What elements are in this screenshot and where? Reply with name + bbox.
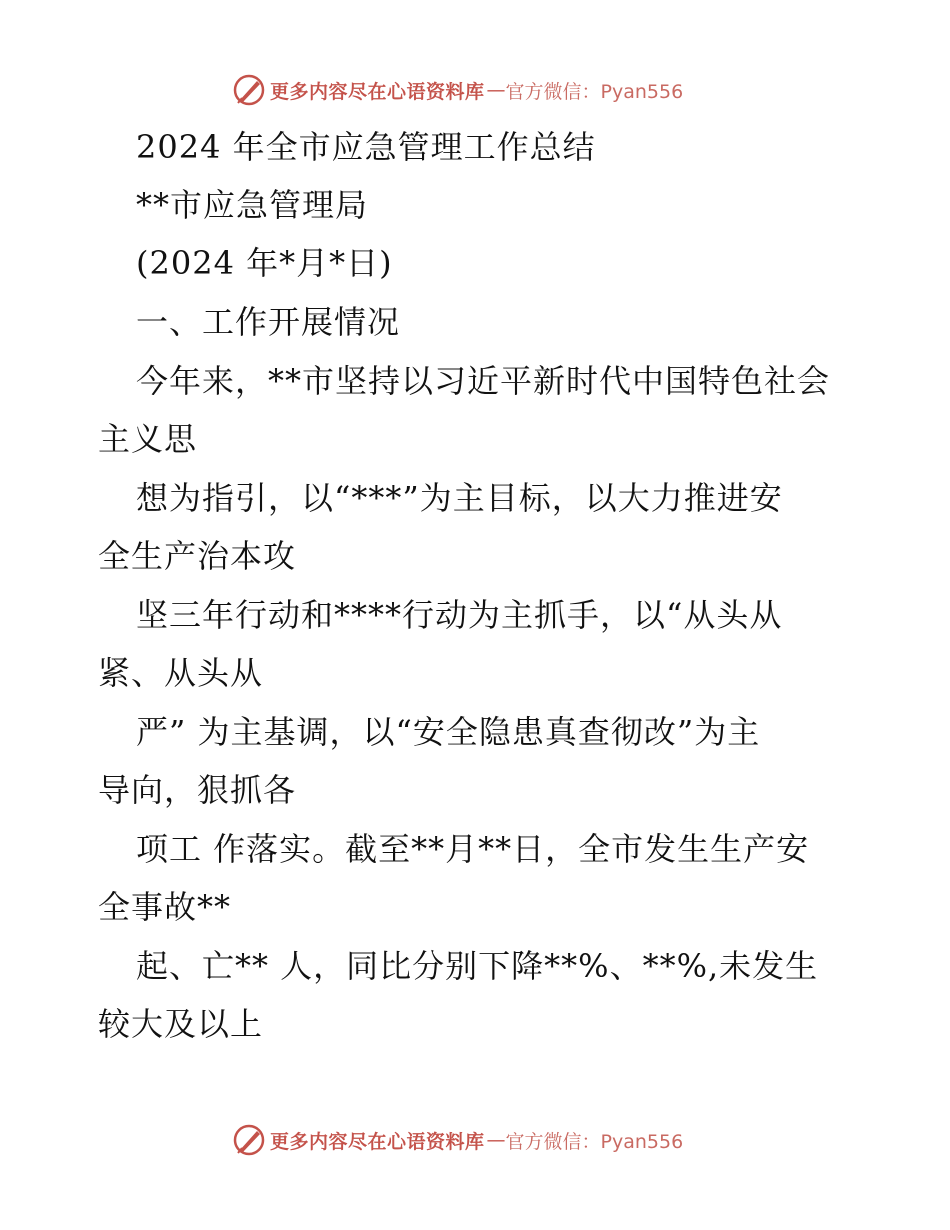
paragraph-line: 起、亡** 人，同比分别下降**%、**%,未发生	[136, 947, 819, 985]
document-title: 2024 年全市应急管理工作总结	[136, 128, 596, 166]
document-date: (2024 年*月*日)	[136, 244, 393, 282]
quill-pen-logo-icon	[232, 73, 266, 107]
paragraph-line: 严” 为主基调，以“安全隐患真查彻改”为主	[136, 713, 761, 751]
paragraph-line: 主义思	[98, 420, 198, 458]
banner-main-text: 更多内容尽在心语资料库	[270, 80, 485, 103]
banner-separator: —	[486, 79, 506, 101]
paragraph-line: 想为指引，以“***”为主目标，以大力推进安	[136, 479, 783, 517]
issuing-organization: **市应急管理局	[136, 186, 369, 224]
paragraph-line: 全事故**	[98, 888, 232, 926]
banner-wechat-text: 官方微信：Pyan556	[505, 80, 684, 103]
paragraph-line: 导向，狠抓各	[98, 771, 297, 809]
quill-pen-logo-icon	[232, 1123, 266, 1157]
paragraph-line: 较大及以上	[98, 1005, 264, 1043]
paragraph-line: 坚三年行动和****行动为主抓手，以“从头从	[136, 596, 783, 634]
section-heading: 一、工作开展情况	[136, 303, 401, 341]
footer-watermark-banner	[232, 1122, 683, 1158]
paragraph-line: 项工 作落实。截至**月**日，全市发生生产安	[136, 830, 810, 868]
paragraph-line: 全生产治本攻	[98, 537, 297, 575]
paragraph-line: 今年来，**市坚持以习近平新时代中国特色社会	[136, 362, 831, 400]
header-watermark-banner	[232, 72, 683, 108]
banner-main-text: 更多内容尽在心语资料库	[270, 1130, 485, 1153]
banner-separator: —	[486, 1129, 506, 1151]
paragraph-line: 紧、从头从	[98, 654, 264, 692]
banner-wechat-text: 官方微信：Pyan556	[505, 1130, 684, 1153]
